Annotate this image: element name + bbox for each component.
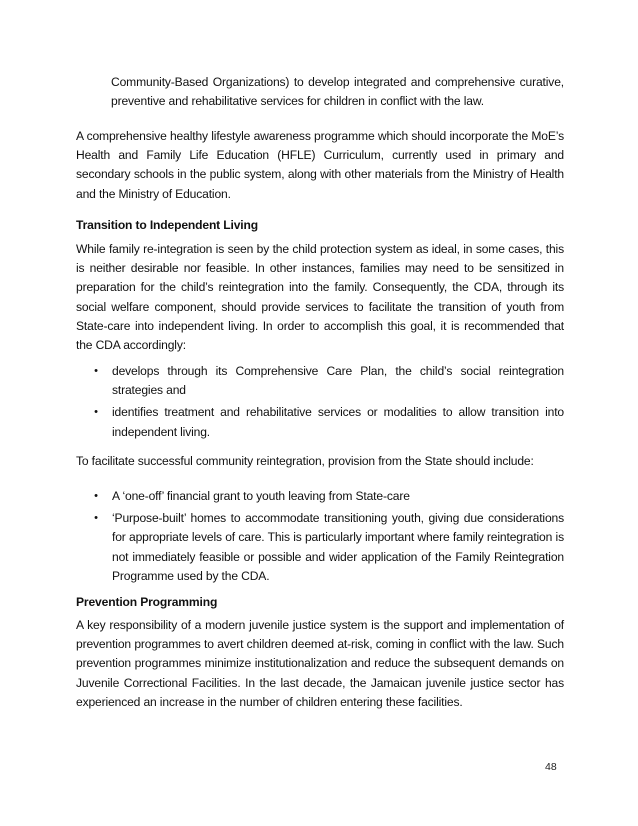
bullet-icon: •	[94, 512, 98, 525]
list-item	[76, 487, 564, 506]
list-item-text: A ‘one-off’ financial grant to youth leaving from State-care	[112, 489, 410, 503]
list-item	[76, 509, 564, 586]
list-item	[76, 362, 564, 400]
cda-recommendation-list	[76, 362, 564, 445]
prevention-paragraph: A key responsibility of a modern juvenile justice system is the support and implementation of prevention programmes to avert children deemed at-risk, coming in conflict with the law. Such prevention programmes minimize institutionalization and reduce the subsequent demands on Juvenile Correctional Facilities. In the last decade, the Jamaican juvenile justice sector has experienced an increase in the number of children entering these facilities.	[76, 618, 564, 709]
list-item-text: ‘Purpose-built’ homes to accommodate transitioning youth, giving due considerations for appropriate levels of care. This is particularly important where family reintegration is not immediately feasible or possible and wider application of the Family Reintegration Programme used by the CDA.	[112, 511, 564, 583]
hfle-programme-paragraph: A comprehensive healthy lifestyle awareness programme which should incorporate the MoE’s Health and Family Life Education (HFLE) Curriculum, currently used in primary and secondary schools in the public system, along with other materials from the Ministry of Health and the Ministry of Education.	[76, 129, 564, 201]
bullet-icon: •	[94, 365, 98, 377]
list-item-text: identifies treatment and rehabilitative services or modalities to allow transition into independent living.	[112, 405, 564, 439]
section-heading-prevention: Prevention Programming	[76, 595, 218, 609]
bullet-icon: •	[94, 406, 98, 419]
list-item-text: develops through its Comprehensive Care Plan, the child’s social reintegration strategies and	[112, 364, 564, 398]
page-number: 48	[545, 761, 557, 773]
state-provision-intro: To facilitate successful community reintegration, provision from the State should include:	[76, 454, 534, 468]
list-item	[76, 403, 564, 441]
continued-list-item-paragraph: Community-Based Organizations) to develop integrated and comprehensive curative, preventive and rehabilitative services for children in conflict with the law.	[111, 75, 564, 109]
state-provision-list	[76, 487, 564, 589]
independent-living-paragraph: While family re-integration is seen by the child protection system as ideal, in some cases, this is neither desirable nor feasible. In other instances, families may need to be sensitized in preparation for the child’s reintegration into the family. Consequently, the CDA, through its social welfare component, should provide services to facilitate the transition of youth from State-care into independent living. In order to accomplish this goal, it is recommended that the CDA accordingly:	[76, 242, 564, 353]
bullet-icon: •	[94, 490, 98, 502]
section-heading-independent-living: Transition to Independent Living	[76, 218, 258, 232]
